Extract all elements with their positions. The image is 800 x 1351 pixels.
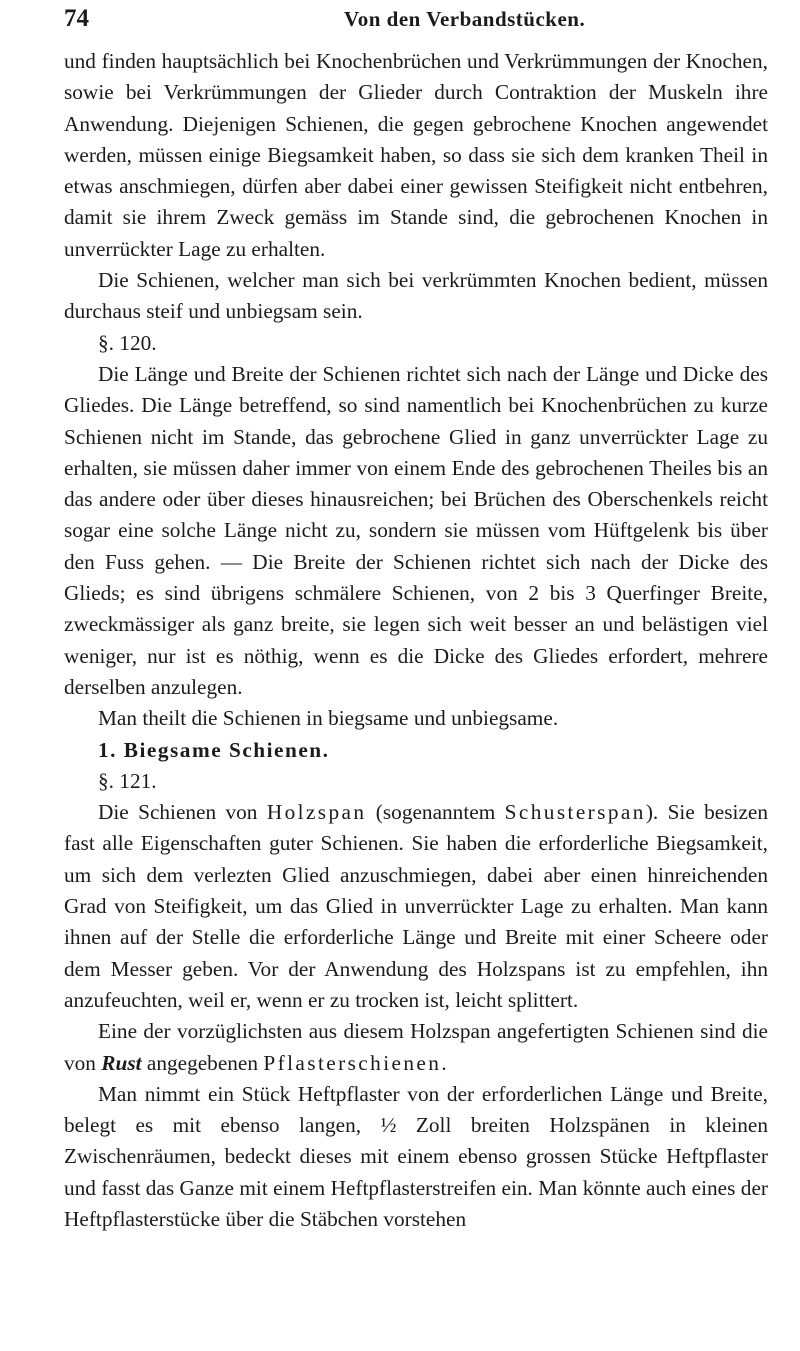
- author-rust: Rust: [101, 1050, 142, 1075]
- paragraph-wood-chip-splints: [64, 797, 768, 1016]
- section-number-120: §. 120.: [98, 330, 157, 355]
- text-run: .: [441, 1050, 447, 1075]
- term-schusterspan: Schusterspan: [504, 800, 646, 825]
- term-holzspan: Holzspan: [266, 800, 367, 825]
- text-run: Die Schienen von: [98, 800, 267, 825]
- text-run: angegebenen: [141, 1050, 264, 1075]
- section-number-121: §. 121.: [98, 768, 157, 793]
- paragraph-stiff-splints: Die Schienen, welcher man sich bei verkrümmten Knochen bedient, müssen durchaus steif und unbiegsam sein.: [64, 268, 768, 324]
- paragraph-length-width: Die Länge und Breite der Schienen richtet sich nach der Länge und Dicke des Gliedes. Die Länge betreffend, so sind namentlich bei Knochenbrüchen zu kurze Schienen nicht im Stande, das gebrochene Glied in ganz unverrückter Lage zu erhalten, sie müssen daher immer von einem Ende des gebrochenen Theiles bis an das andere oder über dieses hinausreichen; bei Brüchen des Oberschenkels reicht sogar eine solche Länge nicht zu, sondern sie müssen vom Hüftgelenk bis über den Fuss gehen. — Die Breite der Schienen richtet sich nach der Dicke des Glieds; es sind übrigens schmälere Schienen, von 2 bis 3 Querfinger Breite, zweckmässiger als ganz breite, sie legen sich weit besser an und belästigen viel weniger, nur ist es nöthig, wenn es die Dicke des Gliedes erfordert, mehrere derselben anzulegen.: [64, 361, 768, 699]
- text-run: ). Sie besizen fast alle Eigenschaften guter Schienen. Sie haben die erforderliche Biegsamkeit, um sich dem verlezten Glied anzuschmiegen, dabei aber einen hinreichenden Grad von Steifigkeit, um das Glied in unverrückter Lage zu erhalten. Man kann ihnen auf der Stelle die erforderliche Länge und Breite mit einer Scheere oder dem Messer geben. Vor der Anwendung des Holzspans ist zu empfehlen, ihn anzufeuchten, weil er, wenn er zu trocken ist, leicht splittert.: [64, 800, 768, 1012]
- paragraph-continued: und finden hauptsächlich bei Knochenbrüchen und Verkrümmungen der Knochen, sowie bei Verkrümmungen der Glieder durch Contraktion der Muskeln ihre Anwendung. Diejenigen Schienen, die gegen gebrochene Knochen angewendet werden, müssen einige Biegsamkeit haben, so dass sie sich dem kranken Theil in etwas anschmiegen, dürfen aber dabei einer gewissen Steifigkeit nicht entbehren, damit sie ihrem Zweck gemäss im Stande sind, die gebrochenen Knochen in unverrückter Lage zu erhalten.: [64, 49, 768, 261]
- paragraph-division: Man theilt die Schienen in biegsame und unbiegsame.: [98, 706, 559, 731]
- text-run: Eine der vorzüglichsten aus diesem Holzspan angefertigten Schienen sind die von: [64, 1019, 768, 1075]
- paragraph-rust-splints: [64, 1016, 768, 1079]
- subheading-flexible-splints: 1. Biegsame Schienen.: [98, 737, 330, 762]
- term-pflasterschienen: Pflasterschienen: [263, 1050, 442, 1075]
- running-title: Von den Verbandstücken.: [344, 7, 586, 31]
- paragraph-plaster-method: Man nimmt ein Stück Heftpflaster von der erforderlichen Länge und Breite, belegt es mit ebenso langen, ½ Zoll breiten Holzspänen in kleinen Zwischenräumen, bedeckt dieses mit einem ebenso grossen Stücke Heftpflaster und fasst das Ganze mit einem Heftpflasterstreifen ein. Man könnte auch eines der Heftpflasterstücke über die Stäbchen vorstehen: [64, 1081, 768, 1231]
- body-text: [64, 46, 768, 1235]
- page-header: [64, 5, 764, 37]
- page-number: 74: [64, 5, 89, 32]
- text-run: (sogenanntem: [366, 800, 505, 825]
